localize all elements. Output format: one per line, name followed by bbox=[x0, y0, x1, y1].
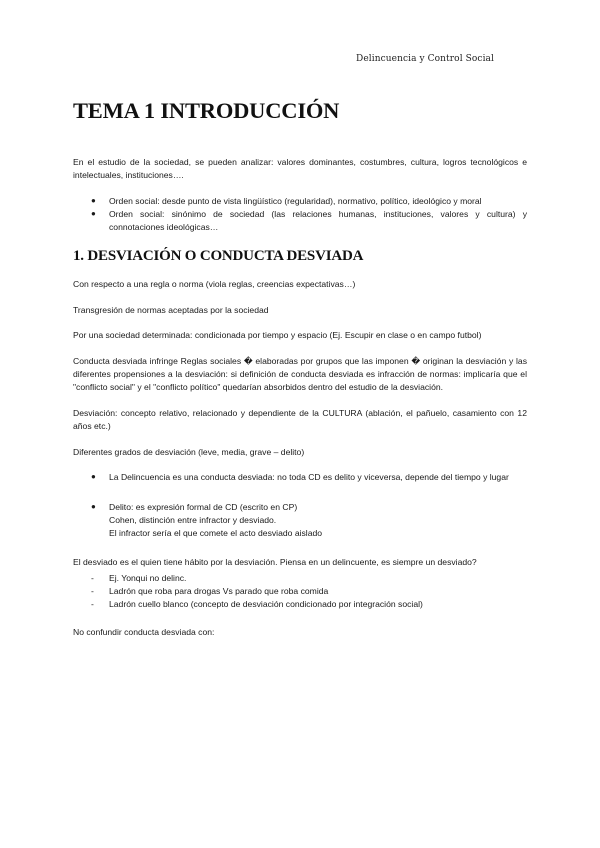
dash-icon: - bbox=[91, 599, 94, 610]
dash-icon: - bbox=[91, 586, 94, 597]
dash-list bbox=[73, 572, 527, 612]
running-header: Delincuencia y Control Social bbox=[356, 54, 494, 64]
paragraph: Transgresión de normas aceptadas por la sociedad bbox=[73, 304, 269, 315]
list-item-text: Delito: es expresión formal de CD (escrito en CP) bbox=[109, 501, 298, 512]
dash-icon: - bbox=[91, 572, 94, 583]
intro-bullet-list bbox=[73, 195, 527, 235]
page-title: TEMA 1 INTRODUCCIÓN bbox=[73, 98, 340, 123]
question-paragraph: El desviado es el quien tiene hábito por la desviación. Piensa en un delincuente, es siempre un desviado? bbox=[73, 557, 477, 568]
list-item-text: Orden social: desde punto de vista lingüístico (regularidad), normativo, político, ideológico y moral bbox=[109, 195, 482, 206]
list-item-text: Ladrón cuello blanco (concepto de desviación condicionado por integración social) bbox=[109, 599, 423, 610]
list-item bbox=[73, 195, 527, 208]
list-item bbox=[73, 585, 527, 598]
document-body bbox=[73, 156, 527, 651]
paragraph: Por una sociedad determinada: condicionada por tiempo y espacio (Ej. Escupir en clase o en campo futbol) bbox=[73, 330, 482, 341]
bullet-icon: ● bbox=[91, 472, 96, 482]
section-heading: 1. DESVIACIÓN O CONDUCTA DESVIADA bbox=[73, 247, 364, 264]
closing-paragraph: No confundir conducta desviada con: bbox=[73, 626, 215, 637]
list-item bbox=[73, 501, 527, 541]
list-item bbox=[73, 208, 527, 235]
paragraph: Conducta desviada infringe Reglas sociales � elaboradas por grupos que las imponen � originan la desviación y las diferentes propensiones a la desviación: si definición de conducta desviada es infracción de normas: implicaría que el "conflicto social" y el "conflicto político" quedarían absorbidos dentro del estudio de la desviación. bbox=[73, 355, 527, 393]
paragraph: Con respecto a una regla o norma (viola reglas, creencias expectativas…) bbox=[73, 279, 356, 290]
list-item bbox=[73, 471, 527, 484]
list-item-text: Ej. Yonqui no delinc. bbox=[109, 572, 187, 583]
list-item-text: Orden social: sinónimo de sociedad (las relaciones humanas, instituciones, valores y cultura) y connotaciones ideológicas… bbox=[109, 209, 527, 233]
bullet-icon: ● bbox=[91, 501, 96, 511]
bullet-icon: ● bbox=[91, 209, 96, 219]
list-item bbox=[73, 572, 527, 585]
list-item-subline: Cohen, distinción entre infractor y desviado. bbox=[109, 514, 277, 525]
list-item-subline: El infractor sería el que comete el acto desviado aislado bbox=[109, 528, 323, 539]
paragraph: Diferentes grados de desviación (leve, media, grave – delito) bbox=[73, 446, 305, 457]
bullet-icon: ● bbox=[91, 195, 96, 205]
list-item bbox=[73, 598, 527, 611]
intro-paragraph: En el estudio de la sociedad, se pueden analizar: valores dominantes, costumbres, cultura, logros tecnológicos e intelectuales, instituciones…. bbox=[73, 157, 527, 181]
delincuencia-bullet-list bbox=[73, 471, 527, 540]
paragraph: Desviación: concepto relativo, relacionado y dependiente de la CULTURA (ablación, el pañuelo, casamiento con 12 años etc.) bbox=[73, 407, 527, 432]
list-item-text: Ladrón que roba para drogas Vs parado que roba comida bbox=[109, 586, 329, 597]
list-item-text: La Delincuencia es una conducta desviada: no toda CD es delito y viceversa, depende del tiempo y lugar bbox=[109, 472, 509, 483]
